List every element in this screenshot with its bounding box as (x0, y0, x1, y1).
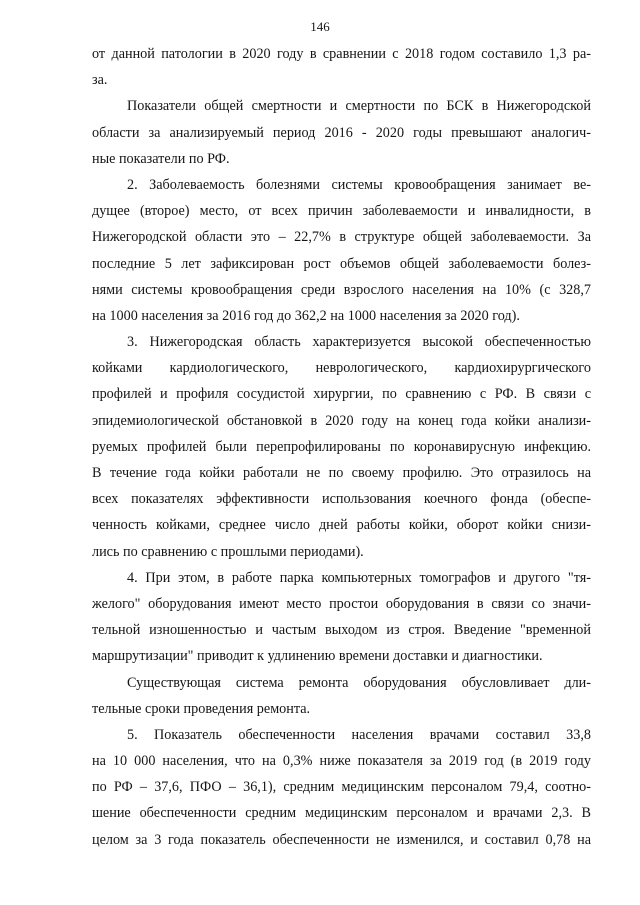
paragraph (92, 722, 591, 853)
text-line: 4. При этом, в работе парка компьютерных томографов и другого "тя- (127, 569, 591, 586)
text-line: койками кардиологического, неврологического, кардиохирургического (92, 360, 591, 377)
text-line: лись по сравнению с прошлыми периодами). (92, 543, 364, 560)
text-line: ченность койками, среднее число дней работы койки, оборот койки снизи- (92, 517, 591, 534)
text-line: на 10 000 населения, что на 0,3% ниже показателя за 2019 год (в 2019 году (92, 753, 591, 770)
text-line: руемых профилей были перепрофилированы по коронавирусную инфекцию. (92, 438, 591, 455)
paragraph (92, 329, 591, 565)
text-line: от данной патологии в 2020 году в сравнении с 2018 годом составило 1,3 ра- (92, 46, 591, 62)
text-line: тельной изношенностью и частым выходом из строя. Введение "временной (92, 622, 591, 639)
body-text (92, 41, 591, 853)
text-line: Нижегородской области это – 22,7% в структуре общей заболеваемости. За (92, 229, 591, 246)
text-line: целом за 3 года показатель обеспеченности не изменился, и составил 0,78 на (92, 831, 591, 848)
text-line: ные показатели по РФ. (92, 150, 230, 167)
paragraph (92, 670, 591, 722)
text-line: шение обеспеченности средним медицинским персоналом и врачами 2,3. В (92, 805, 591, 822)
text-line: за. (92, 72, 108, 89)
text-line: Показатели общей смертности и смертности по БСК в Нижегородской (127, 98, 591, 115)
text-line: по РФ – 37,6, ПФО – 36,1), средним медицинским персоналом 79,4, соотно- (92, 779, 591, 796)
text-line: профилей и профиля сосудистой хирургии, по сравнению с РФ. В связи с (92, 386, 591, 403)
text-line: 5. Показатель обеспеченности населения врачами составил 33,8 (127, 726, 591, 743)
text-line: В течение года койки работали не по своему профилю. Это отразилось на (92, 465, 591, 481)
text-line: на 1000 населения за 2016 год до 362,2 на 1000 населения за 2020 год). (92, 307, 520, 324)
paragraph (92, 93, 591, 172)
text-line: всех показателях эффективности использования коечного фонда (обеспе- (92, 491, 591, 508)
page-number: 146 (310, 19, 330, 34)
text-line: Существующая система ремонта оборудования обусловливает дли- (127, 674, 591, 691)
paragraph (92, 565, 591, 670)
text-line: желого" оборудования имеют место простои оборудования в связи со значи- (92, 595, 591, 612)
text-line: нями системы кровообращения среди взрослого населения на 10% (с 328,7 (92, 281, 591, 298)
text-line: дущее (второе) место, от всех причин заболеваемости и инвалидности, в (92, 203, 591, 220)
paragraph (92, 41, 591, 93)
text-line: области за анализируемый период 2016 - 2020 годы превышают аналогич- (92, 124, 591, 141)
text-line: 3. Нижегородская область характеризуется высокой обеспеченностью (127, 334, 591, 351)
text-line: 2. Заболеваемость болезнями системы кровообращения занимает ве- (127, 176, 591, 193)
paragraph (92, 172, 591, 329)
text-line: тельные сроки проведения ремонта. (92, 700, 311, 717)
text-line: последние 5 лет зафиксирован рост объемов общей заболеваемости болез- (92, 255, 591, 272)
text-line: эпидемиологической обстановкой в 2020 году на конец года койки анализи- (92, 412, 591, 429)
text-line: маршрутизации" приводит к удлинению времени доставки и диагностики. (92, 648, 543, 665)
